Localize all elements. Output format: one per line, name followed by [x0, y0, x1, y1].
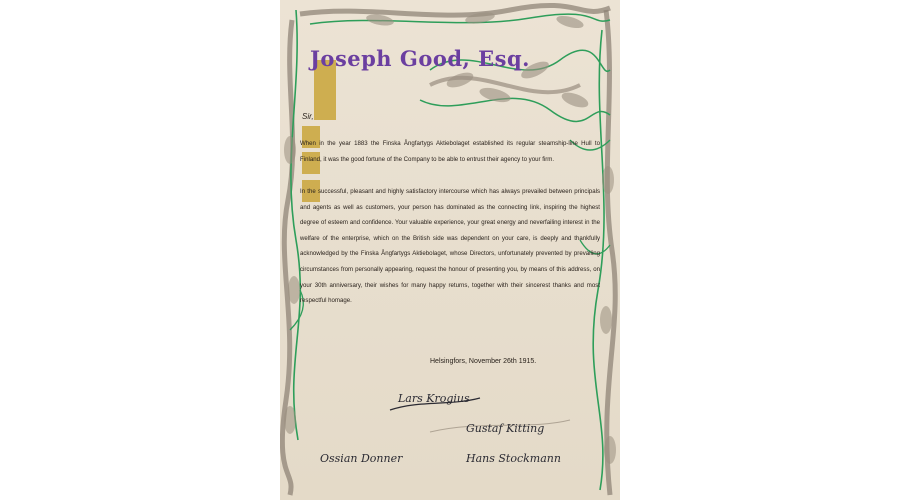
signature-4: Hans Stockmann	[466, 452, 561, 465]
illuminated-address	[280, 0, 620, 500]
date-line: Helsingfors, November 26th 1915.	[430, 358, 537, 365]
salutation: Sir,	[302, 112, 314, 121]
signature-2: Gustaf Kitting	[466, 422, 545, 435]
paragraph-1: When in the year 1883 the Finska Ångfartygs Aktiebolaget established its regular steamship-line Hull to Finland, it was the good fortune of the Company to be able to entrust their agency to your firm.	[300, 140, 600, 163]
paragraph-2: In the successful, pleasant and highly satisfactory intercourse which has always prevailed between principals and agents as well as customers, your person has dominated as the connecting link, inspiring the highest degree of esteem and confidence. Your valuable experience, your great energy and neverfailing interest in the welfare of the enterprise, which on the British side was dependent on your care, is deeply and thankfully acknowledged by the Finska Ångfartygs Aktiebolaget, whose Directors, unfortunately prevented by prevailing circumstances from personally appearing, request the honour of presenting you, by means of this address, on your 30th anniversary, their wishes for many happy returns, together with their sincerest thanks and most respectful homage.	[300, 188, 600, 305]
signature-1: Lars Krogius	[398, 392, 470, 405]
document-title: Joseph Good, Esq.	[310, 46, 530, 71]
signature-3: Ossian Donner	[320, 452, 403, 465]
